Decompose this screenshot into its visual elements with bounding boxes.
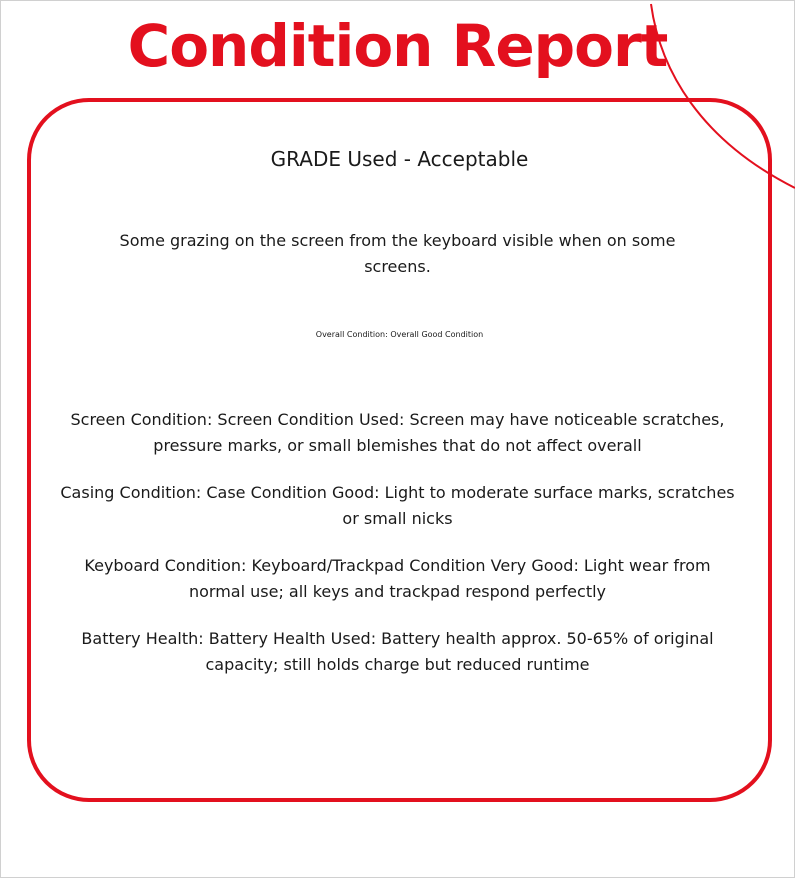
keyboard-condition: Keyboard Condition: Keyboard/Trackpad Condition Very Good: Light wear from normal use; all keys and trackpad respond perfectly bbox=[84, 556, 711, 601]
report-title: Condition Report bbox=[127, 12, 668, 80]
condition-note: Some grazing on the screen from the keyboard visible when on some screens. bbox=[119, 231, 676, 276]
casing-condition: Casing Condition: Case Condition Good: Light to moderate surface marks, scratches or small nicks bbox=[60, 483, 735, 528]
overall-condition: Overall Condition: Overall Good Condition bbox=[315, 330, 484, 339]
screen-condition: Screen Condition: Screen Condition Used: Screen may have noticeable scratches, pressure marks, or small blemishes that do not affect overall bbox=[70, 410, 725, 455]
battery-health: Battery Health: Battery Health Used: Battery health approx. 50-65% of original capacity; still holds charge but reduced runtime bbox=[81, 629, 714, 674]
condition-details bbox=[60, 407, 735, 699]
grade-heading: GRADE Used - Acceptable bbox=[270, 147, 529, 171]
